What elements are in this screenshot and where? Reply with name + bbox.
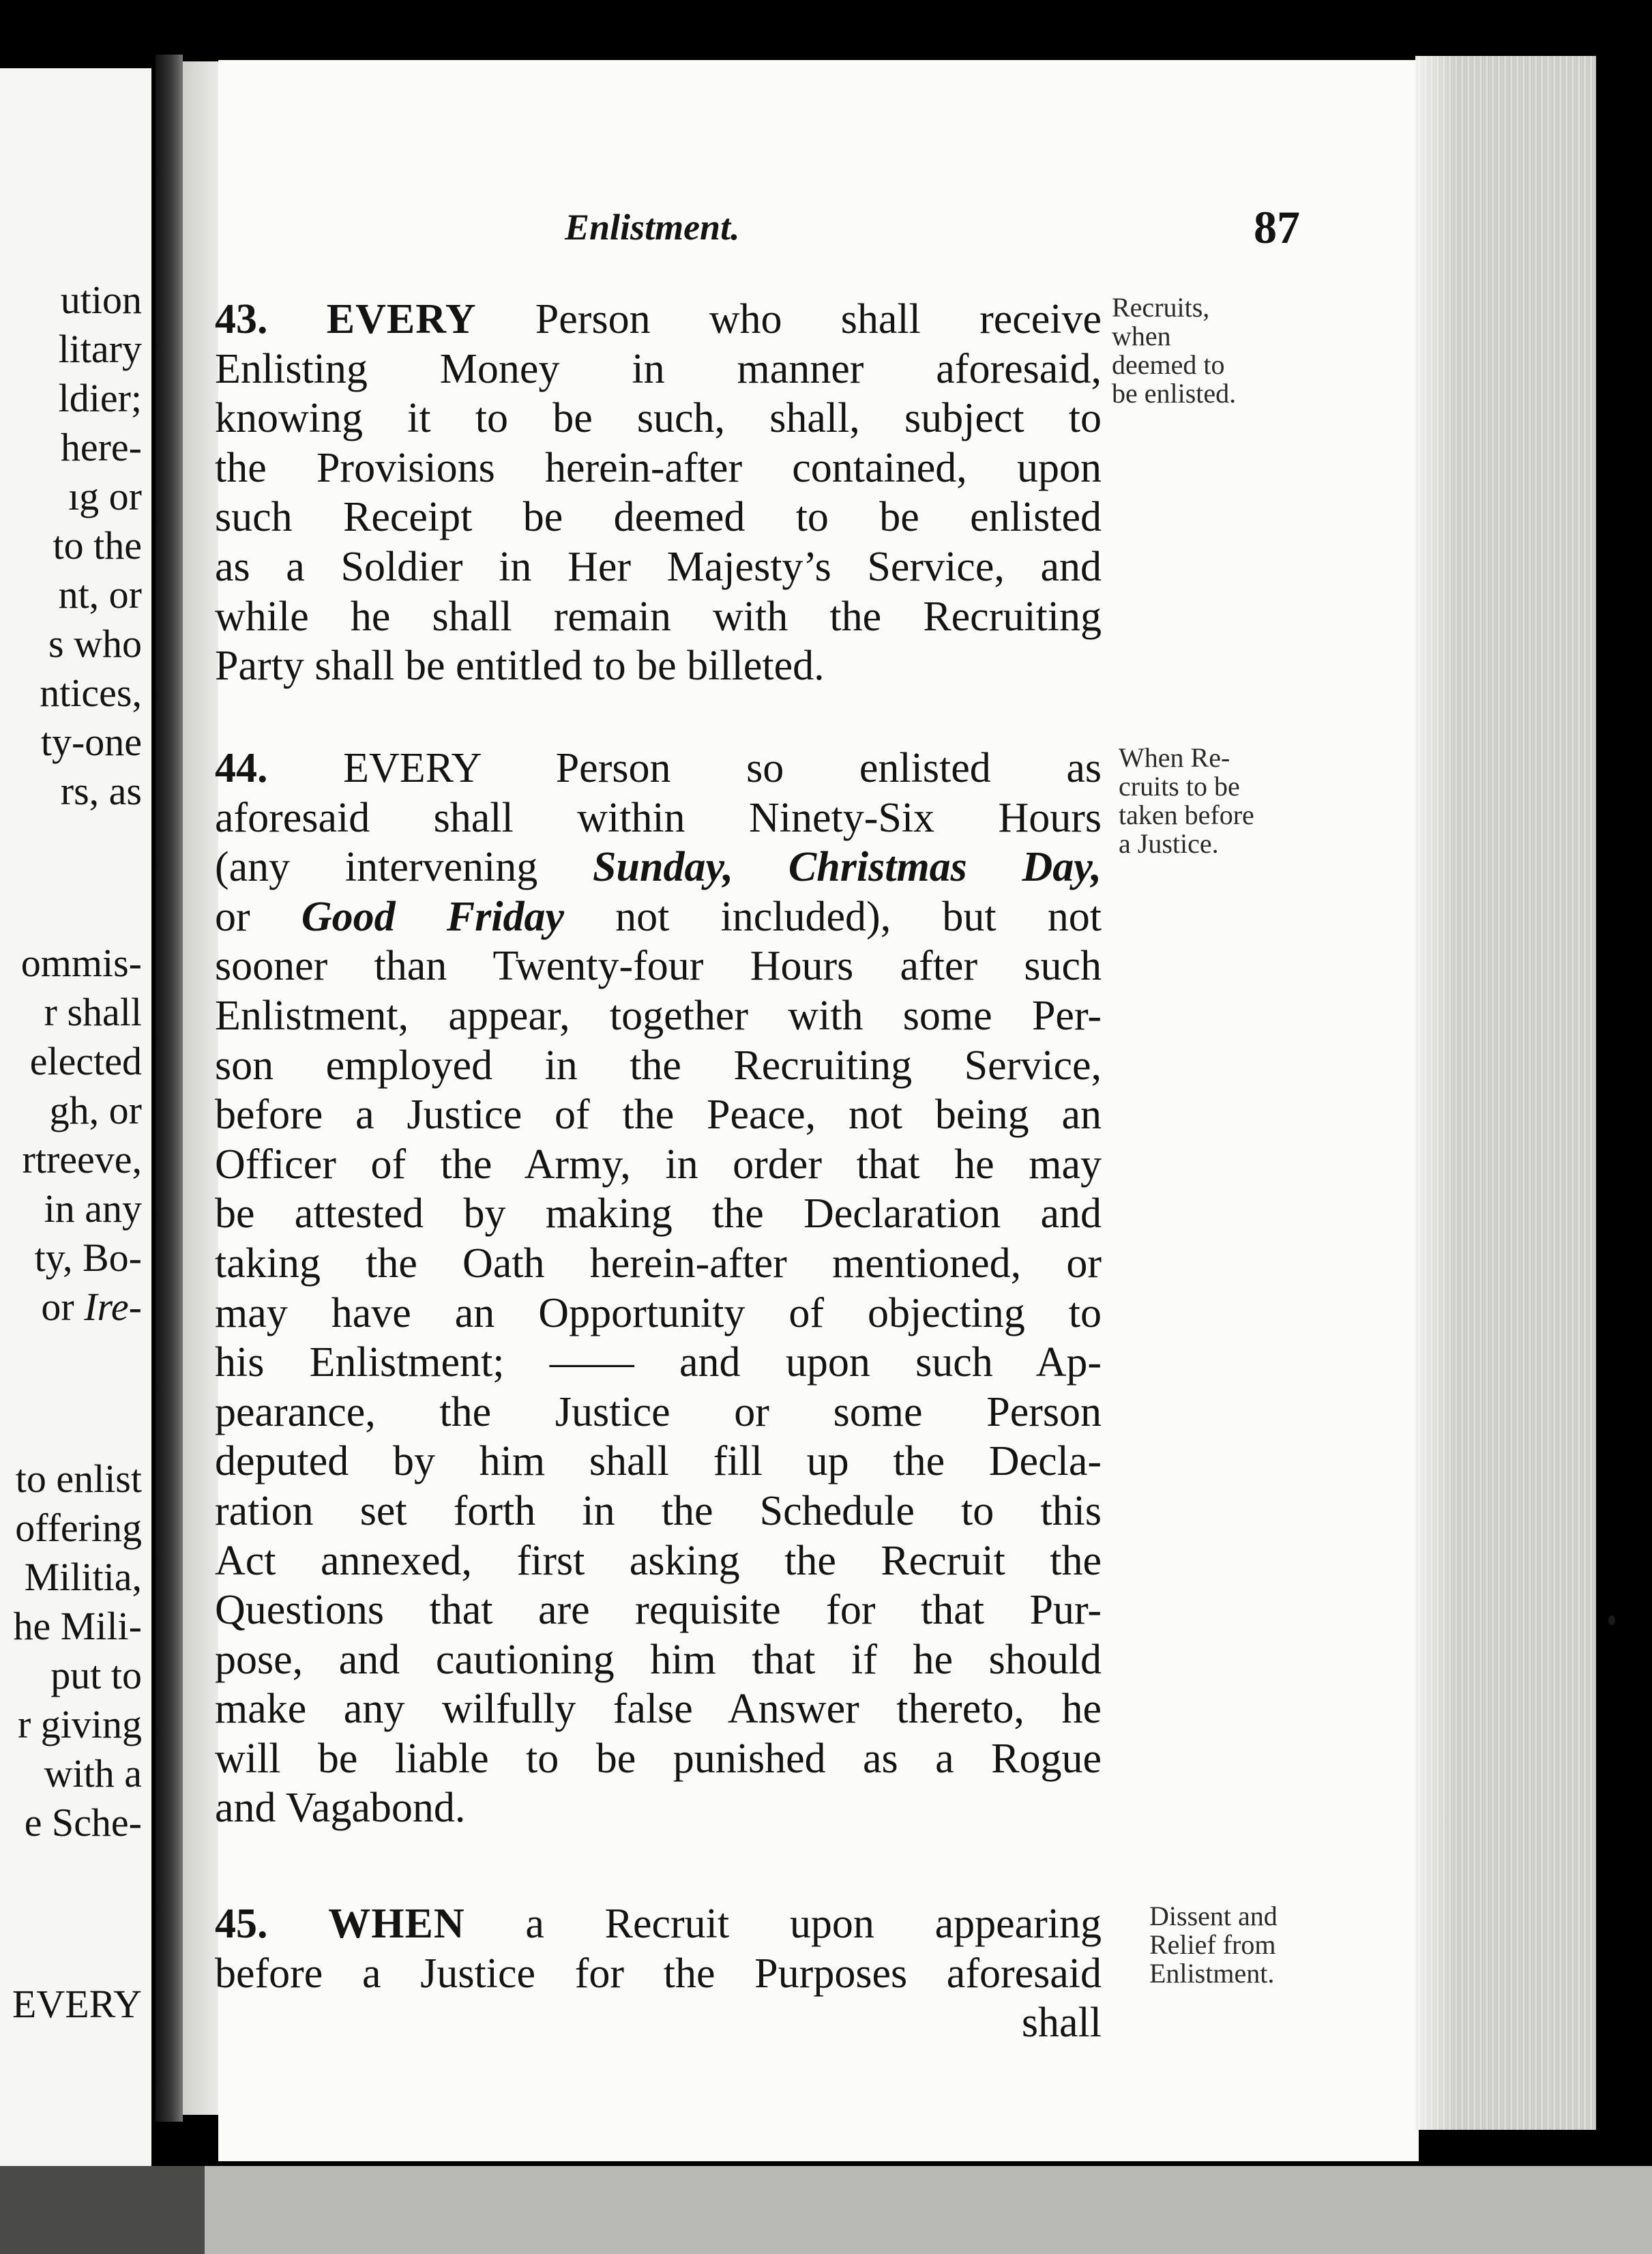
text-line: the Provisions herein-after contained, upon — [215, 444, 1102, 491]
text-line: and Vagabond. — [215, 1785, 466, 1832]
text-line: such Receipt be deemed to be enlisted — [215, 494, 1102, 541]
left-page-line: in any — [44, 1186, 142, 1231]
section-0 — [215, 295, 1102, 691]
margin-note-line: Enlistment. — [1149, 1958, 1275, 1989]
text-line: as a Soldier in Her Majesty’s Service, and — [215, 543, 1102, 590]
text-line: Officer of the Army, in order that he may — [215, 1141, 1102, 1188]
left-page-line: litary — [58, 327, 142, 371]
margin-note-1 — [1119, 744, 1254, 858]
text-line: 43. EVERY Person who shall receive — [215, 296, 1102, 342]
left-page-line: e Sche- — [24, 1800, 142, 1845]
text-line: will be liable to be punished as a Rogue — [215, 1735, 1102, 1782]
margin-note-line: cruits to be — [1119, 771, 1240, 802]
text-line: taking the Oath herein-after mentioned, or — [215, 1240, 1102, 1287]
margin-note-line: Dissent and — [1149, 1901, 1278, 1931]
left-page-line: ommis- — [20, 941, 142, 985]
scan-bottom-margin — [0, 2166, 1652, 2254]
left-page-line: to enlist — [15, 1457, 142, 1501]
text-line: or Good Friday not included), but not — [215, 893, 1102, 940]
text-line: pose, and cautioning him that if he should — [215, 1636, 1102, 1683]
text-line: pearance, the Justice or some Person — [215, 1388, 1102, 1435]
text-line: make any wilfully false Answer thereto, he — [215, 1686, 1102, 1733]
left-page-line: ıg or — [68, 474, 142, 518]
text-line: Enlistment, appear, together with some Per- — [215, 992, 1102, 1039]
text-line: aforesaid shall within Ninety-Six Hours — [215, 794, 1102, 841]
left-page-line: r giving — [17, 1702, 142, 1746]
left-page-line: Militia, — [24, 1555, 142, 1599]
section-1 — [215, 744, 1102, 1833]
text-line: son employed in the Recruiting Service, — [215, 1042, 1102, 1089]
left-page-line: ution — [60, 278, 142, 322]
margin-note-line: deemed to — [1112, 349, 1225, 380]
left-page-line: gh, or — [49, 1088, 142, 1132]
left-page-line: put to — [50, 1653, 142, 1697]
left-page-line: he Mili- — [13, 1604, 142, 1648]
text-line: knowing it to be such, shall, subject to — [215, 395, 1102, 442]
left-page-line: or Ire- — [41, 1285, 142, 1329]
left-page-line: ty-one — [40, 720, 142, 764]
book-gutter-shadow — [156, 55, 183, 2122]
left-page-line: offering — [15, 1506, 142, 1550]
left-page-line: rs, as — [60, 769, 142, 813]
text-line: may have an Opportunity of objecting to — [215, 1289, 1102, 1336]
margin-note-line: When Re- — [1119, 742, 1230, 773]
running-head: Enlistment. — [565, 207, 740, 248]
left-page-line: EVERY — [12, 1982, 142, 2026]
ink-speck — [1608, 1615, 1615, 1625]
text-line: shall — [1021, 2000, 1102, 2047]
text-line: Act annexed, first asking the Recruit the — [215, 1537, 1102, 1584]
text-line: sooner than Twenty-four Hours after such — [215, 943, 1102, 990]
page-edge-shade — [1415, 56, 1456, 2130]
text-line: 44. EVERY Person so enlisted as — [215, 745, 1102, 791]
margin-note-0 — [1112, 293, 1236, 408]
left-page-line: rtreeve, — [22, 1137, 142, 1182]
text-line: Questions that are requisite for that Pur- — [215, 1587, 1102, 1634]
left-page-line: here- — [60, 425, 142, 469]
text-line: before a Justice for the Purposes aforesaid — [215, 1950, 1102, 1997]
margin-note-line: Recruits, — [1112, 292, 1210, 323]
margin-note-line: be enlisted. — [1112, 378, 1237, 409]
text-line: Party shall be entitled to be billeted. — [215, 643, 825, 690]
text-line: his Enlistment; —— and upon such Ap- — [215, 1339, 1102, 1386]
text-line: while he shall remain with the Recruiting — [215, 593, 1102, 640]
margin-note-line: Relief from — [1149, 1929, 1276, 1960]
left-page-line: to the — [53, 523, 142, 568]
text-line: deputed by him shall fill up the Decla- — [215, 1438, 1102, 1485]
left-page-line: elected — [29, 1039, 142, 1083]
left-page-fragment — [0, 68, 151, 2169]
section-2 — [215, 1899, 1102, 2048]
left-page-line: ty, Bo- — [34, 1235, 142, 1280]
left-page-line: ntices, — [40, 671, 142, 715]
margin-note-2 — [1149, 1902, 1278, 1988]
text-line: (any intervening Sunday, Christmas Day, — [215, 844, 1102, 891]
margin-note-line: a Justice. — [1119, 828, 1219, 859]
left-page-line: s who — [48, 621, 142, 666]
text-line: Enlisting Money in manner aforesaid, — [215, 345, 1102, 392]
text-line: ration set forth in the Schedule to this — [215, 1487, 1102, 1534]
margin-note-line: when — [1112, 321, 1171, 351]
left-page-line: nt, or — [58, 572, 142, 617]
margin-note-line: taken before — [1119, 800, 1254, 830]
left-page-line: with a — [44, 1751, 142, 1796]
text-line: be attested by making the Declaration and — [215, 1190, 1102, 1238]
text-line: 45. WHEN a Recruit upon appearing — [215, 1901, 1102, 1947]
left-page-line: ldier; — [58, 376, 142, 420]
page-number: 87 — [1254, 201, 1300, 253]
scan-bottom-shadow — [0, 2166, 205, 2254]
left-page-line: r shall — [44, 990, 142, 1034]
text-line: before a Justice of the Peace, not being an — [215, 1092, 1102, 1139]
